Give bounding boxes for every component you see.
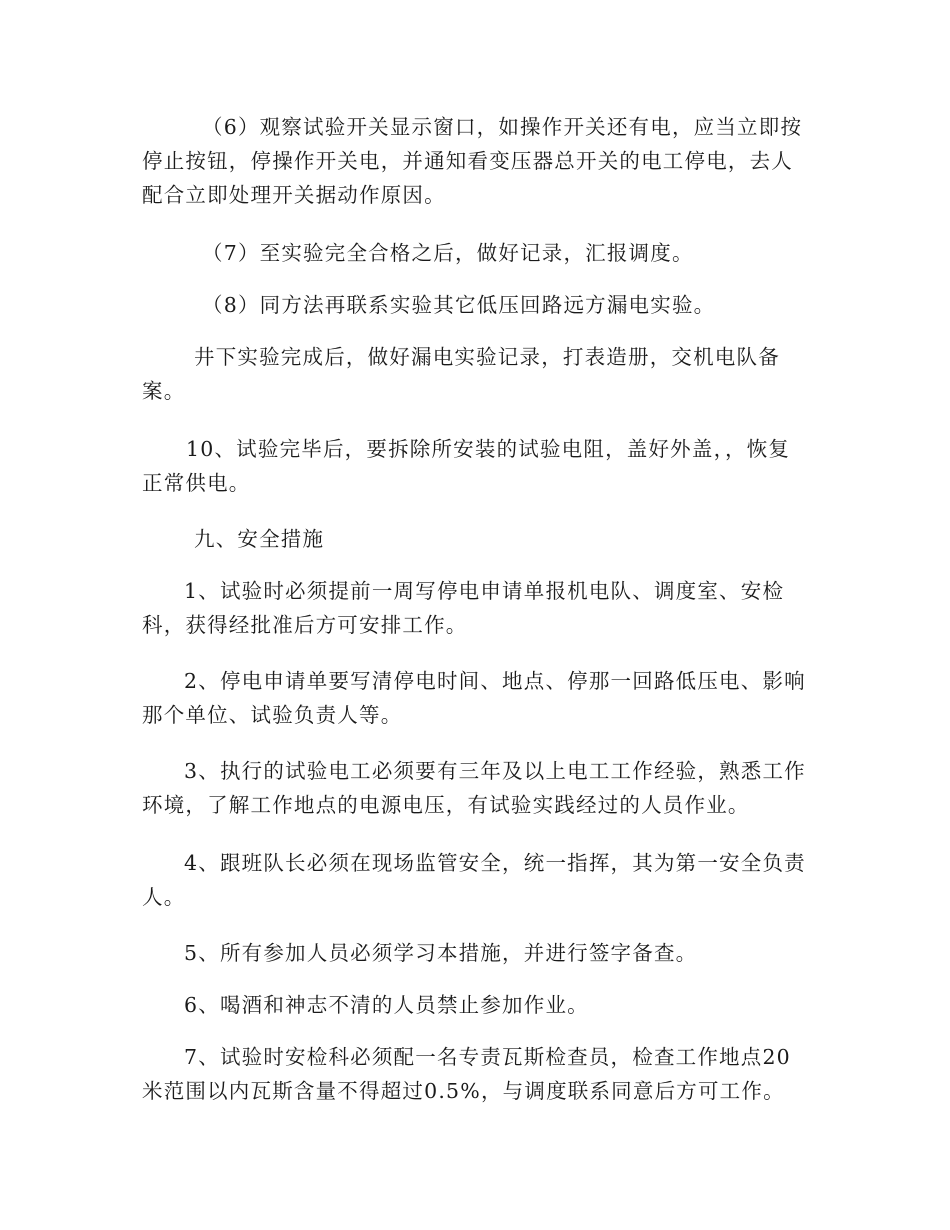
safety-item-7 — [142, 1040, 810, 1108]
paragraph-line: 环境，了解工作地点的电源电压，有试验实践经过的人员作业。 — [142, 793, 750, 817]
paragraph-line: 7、试验时安检科必须配一名专责瓦斯检查员，检查工作地点20 — [184, 1045, 791, 1069]
paragraph-line: 4、跟班队长必须在现场监管安全，统一指挥，其为第一安全负责 — [184, 851, 806, 875]
paragraph-line: 停止按钮，停操作开关电，并通知看变压器总开关的电工停电，去人 — [142, 149, 793, 173]
safety-item-2 — [142, 664, 810, 732]
safety-item-6 — [142, 988, 810, 1022]
section-heading-text: 九、安全措施 — [194, 527, 325, 551]
paragraph-line: 那个单位、试验负责人等。 — [142, 703, 403, 727]
paragraph-line: （8）同方法再联系实验其它低压回路远方漏电实验。 — [202, 293, 716, 317]
paragraph-item-10 — [142, 432, 810, 500]
paragraph-line: 案。 — [142, 379, 186, 403]
paragraph-line: 井下实验完成后，做好漏电实验记录，打表造册，交机电队备 — [194, 345, 780, 369]
paragraph-step-7 — [142, 236, 810, 270]
paragraph-line: 正常供电。 — [142, 471, 251, 495]
paragraph-underground-test — [142, 340, 810, 408]
paragraph-line: 3、执行的试验电工必须要有三年及以上电工工作经验，熟悉工作 — [184, 759, 806, 783]
paragraph-step-8 — [142, 288, 810, 322]
paragraph-line: 人。 — [142, 885, 186, 909]
paragraph-step-6 — [142, 110, 810, 212]
paragraph-line: 2、停电申请单要写清停电时间、地点、停那一回路低压电、影响 — [184, 669, 806, 693]
paragraph-line: 5、所有参加人员必须学习本措施，并进行签字备查。 — [184, 941, 698, 965]
safety-item-5 — [142, 936, 810, 970]
paragraph-line: 科，获得经批准后方可安排工作。 — [142, 613, 468, 637]
paragraph-line: （6）观察试验开关显示窗口，如操作开关还有电，应当立即按 — [202, 115, 803, 139]
safety-item-1 — [142, 574, 810, 642]
paragraph-line: 米范围以内瓦斯含量不得超过0.5%，与调度联系同意后方可工作。 — [142, 1079, 785, 1103]
paragraph-line: 配合立即处理开关据动作原因。 — [142, 183, 446, 207]
section-heading-safety — [142, 522, 810, 556]
paragraph-line: 10、试验完毕后，要拆除所安装的试验电阻，盖好外盖，，恢复 — [186, 437, 791, 461]
paragraph-line: 1、试验时必须提前一周写停电申请单报机电队、调度室、安检 — [184, 579, 785, 603]
paragraph-line: （7）至实验完全合格之后，做好记录，汇报调度。 — [202, 241, 694, 265]
paragraph-line: 6、喝酒和神志不清的人员禁止参加作业。 — [184, 993, 589, 1017]
safety-item-3 — [142, 754, 810, 822]
safety-item-4 — [142, 846, 810, 914]
